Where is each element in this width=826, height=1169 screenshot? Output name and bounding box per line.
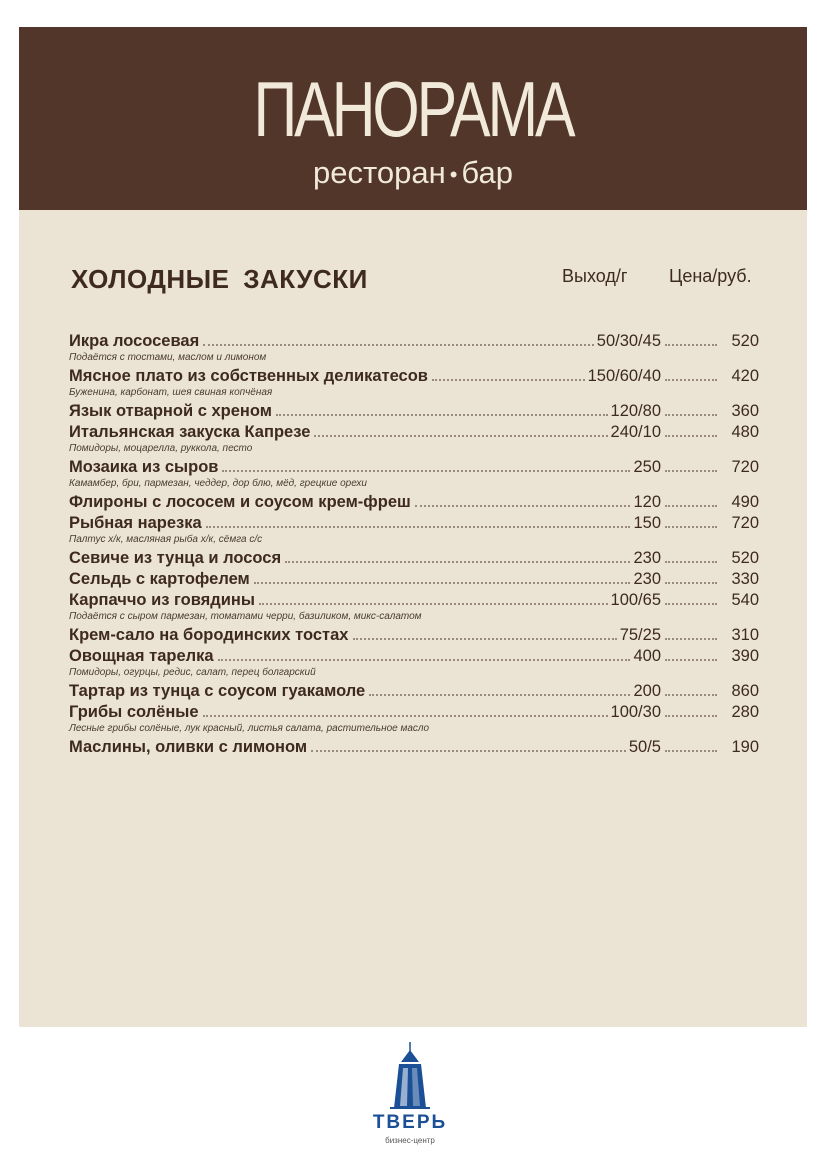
- leader-dots: [665, 659, 717, 661]
- menu-item-name: Карпаччо из говядины: [69, 591, 255, 609]
- menu-item-name: Мясное плато из собственных деликатесов: [69, 367, 428, 385]
- leader-dots: [314, 435, 607, 437]
- brand-subtitle: бизнес-центр: [385, 1136, 435, 1145]
- menu-list: [69, 330, 759, 757]
- leader-dots: [218, 659, 631, 661]
- leader-dots: [665, 750, 717, 752]
- leader-dots: [432, 379, 585, 381]
- leader-dots: [311, 750, 626, 752]
- menu-item: [69, 736, 759, 757]
- menu-item-price: 280: [731, 703, 759, 721]
- menu-item-price: 420: [731, 367, 759, 385]
- menu-item-price: 520: [731, 549, 759, 567]
- menu-item-yield: 75/25: [619, 626, 661, 644]
- menu-item-name: Маслины, оливки с лимоном: [69, 738, 308, 756]
- menu-item-price: 540: [731, 591, 759, 609]
- price-column-header: Цена/руб.: [669, 266, 752, 286]
- restaurant-logo-subtitle: [19, 155, 807, 193]
- leader-dots: [665, 582, 717, 584]
- menu-item: [69, 400, 759, 421]
- menu-item-yield: 240/10: [610, 423, 661, 441]
- menu-item: [69, 624, 759, 645]
- leader-dots: [254, 582, 631, 584]
- menu-item-description: Помидоры, моцарелла, руккола, песто: [69, 443, 253, 454]
- menu-item-name: Икра лососевая: [69, 332, 200, 350]
- menu-item-name: Тартар из тунца с соусом гуакамоле: [69, 682, 366, 700]
- leader-dots: [665, 435, 717, 437]
- menu-item: [69, 512, 759, 547]
- menu-item-name: Рыбная нарезка: [69, 514, 202, 532]
- menu-item: [69, 421, 759, 456]
- menu-item-description: Подаётся с тостами, маслом и лимоном: [69, 352, 267, 363]
- leader-dots: [665, 505, 717, 507]
- leader-dots: [276, 414, 608, 416]
- menu-item-price: 480: [731, 423, 759, 441]
- leader-dots: [665, 694, 717, 696]
- menu-item: [69, 701, 759, 736]
- menu-item-price: 520: [731, 332, 759, 350]
- menu-item: [69, 568, 759, 589]
- leader-dots: [415, 505, 631, 507]
- menu-item-price: 390: [731, 647, 759, 665]
- restaurant-header: [19, 27, 807, 210]
- menu-item: [69, 456, 759, 491]
- menu-item-yield: 120/80: [610, 402, 661, 420]
- menu-item-description: Палтус х/к, масляная рыба х/к, сёмга с/с: [69, 534, 263, 545]
- tower-icon: [350, 1040, 470, 1112]
- yield-column-header: Выход/г: [562, 266, 628, 286]
- menu-item-description: Подаётся с сыром пармезан, томатами черри, базиликом, микс-салатом: [69, 611, 422, 622]
- leader-dots: [665, 470, 717, 472]
- leader-dots: [665, 344, 717, 346]
- leader-dots: [665, 414, 717, 416]
- menu-item-name: Язык отварной с хреном: [69, 402, 272, 420]
- leader-dots: [665, 526, 717, 528]
- menu-item-yield: 230: [633, 549, 661, 567]
- brand-name: ТВЕРЬ: [372, 1112, 448, 1133]
- leader-dots: [353, 638, 617, 640]
- section-title: ХОЛОДНЫЕ ЗАКУСКИ: [71, 264, 368, 294]
- logo-subtitle-dot: •: [449, 161, 458, 187]
- leader-dots: [665, 379, 717, 381]
- menu-item-price: 720: [731, 514, 759, 532]
- menu-item-price: 490: [731, 493, 759, 511]
- menu-item: [69, 680, 759, 701]
- menu-item-price: 310: [731, 626, 759, 644]
- leader-dots: [665, 603, 717, 605]
- menu-item: [69, 589, 759, 624]
- menu-item-name: Итальянская закуска Капрезе: [69, 423, 311, 441]
- menu-item: [69, 365, 759, 400]
- menu-item-price: 360: [731, 402, 759, 420]
- menu-item-yield: 100/65: [610, 591, 661, 609]
- menu-item-description: Лесные грибы солёные, лук красный, листья салата, растительное масло: [69, 723, 430, 734]
- logo-subtitle-restaurant: ресторан: [313, 155, 446, 190]
- menu-item-name: Крем-сало на бородинских тостах: [69, 626, 349, 644]
- menu-item-yield: 150/60/40: [587, 367, 661, 385]
- menu-item: [69, 645, 759, 680]
- leader-dots: [203, 344, 594, 346]
- menu-item-description: Камамбер, бри, пармезан, чеддер, дор блю, мёд, грецкие орехи: [69, 478, 367, 489]
- menu-item-yield: 150: [633, 514, 661, 532]
- leader-dots: [665, 561, 717, 563]
- menu-item-name: Мозаика из сыров: [69, 458, 219, 476]
- leader-dots: [665, 638, 717, 640]
- menu-item: [69, 491, 759, 512]
- leader-dots: [259, 603, 608, 605]
- business-center-logo: [350, 1040, 470, 1150]
- menu-item: [69, 547, 759, 568]
- menu-item-yield: 50/30/45: [596, 332, 661, 350]
- menu-item-name: Сельдь с картофелем: [69, 570, 250, 588]
- leader-dots: [285, 561, 630, 563]
- menu-item-price: 190: [731, 738, 759, 756]
- menu-item-yield: 200: [633, 682, 661, 700]
- menu-item-price: 720: [731, 458, 759, 476]
- menu-item-yield: 50/5: [628, 738, 661, 756]
- menu-item-name: Овощная тарелка: [69, 647, 214, 665]
- menu-item-price: 330: [731, 570, 759, 588]
- menu-item-description: Помидоры, огурцы, редис, салат, перец болгарский: [69, 667, 316, 678]
- menu-item-yield: 100/30: [610, 703, 661, 721]
- menu-item-price: 860: [731, 682, 759, 700]
- leader-dots: [206, 526, 631, 528]
- leader-dots: [665, 715, 717, 717]
- menu-item-name: Севиче из тунца и лосося: [69, 549, 282, 567]
- leader-dots: [222, 470, 630, 472]
- menu-item-yield: 400: [633, 647, 661, 665]
- menu-item: [69, 330, 759, 365]
- menu-item-name: Грибы солёные: [69, 703, 199, 721]
- restaurant-logo-title: ПАНОРАМА: [253, 65, 573, 153]
- menu-panel: [19, 210, 807, 1027]
- leader-dots: [203, 715, 608, 717]
- menu-item-yield: 230: [633, 570, 661, 588]
- menu-item-name: Флироны с лососем и соусом крем-фреш: [69, 493, 411, 511]
- menu-item-yield: 250: [633, 458, 661, 476]
- menu-item-description: Буженина, карбонат, шея свиная копчёная: [69, 387, 273, 398]
- leader-dots: [369, 694, 630, 696]
- menu-item-yield: 120: [633, 493, 661, 511]
- logo-subtitle-bar: бар: [461, 155, 513, 190]
